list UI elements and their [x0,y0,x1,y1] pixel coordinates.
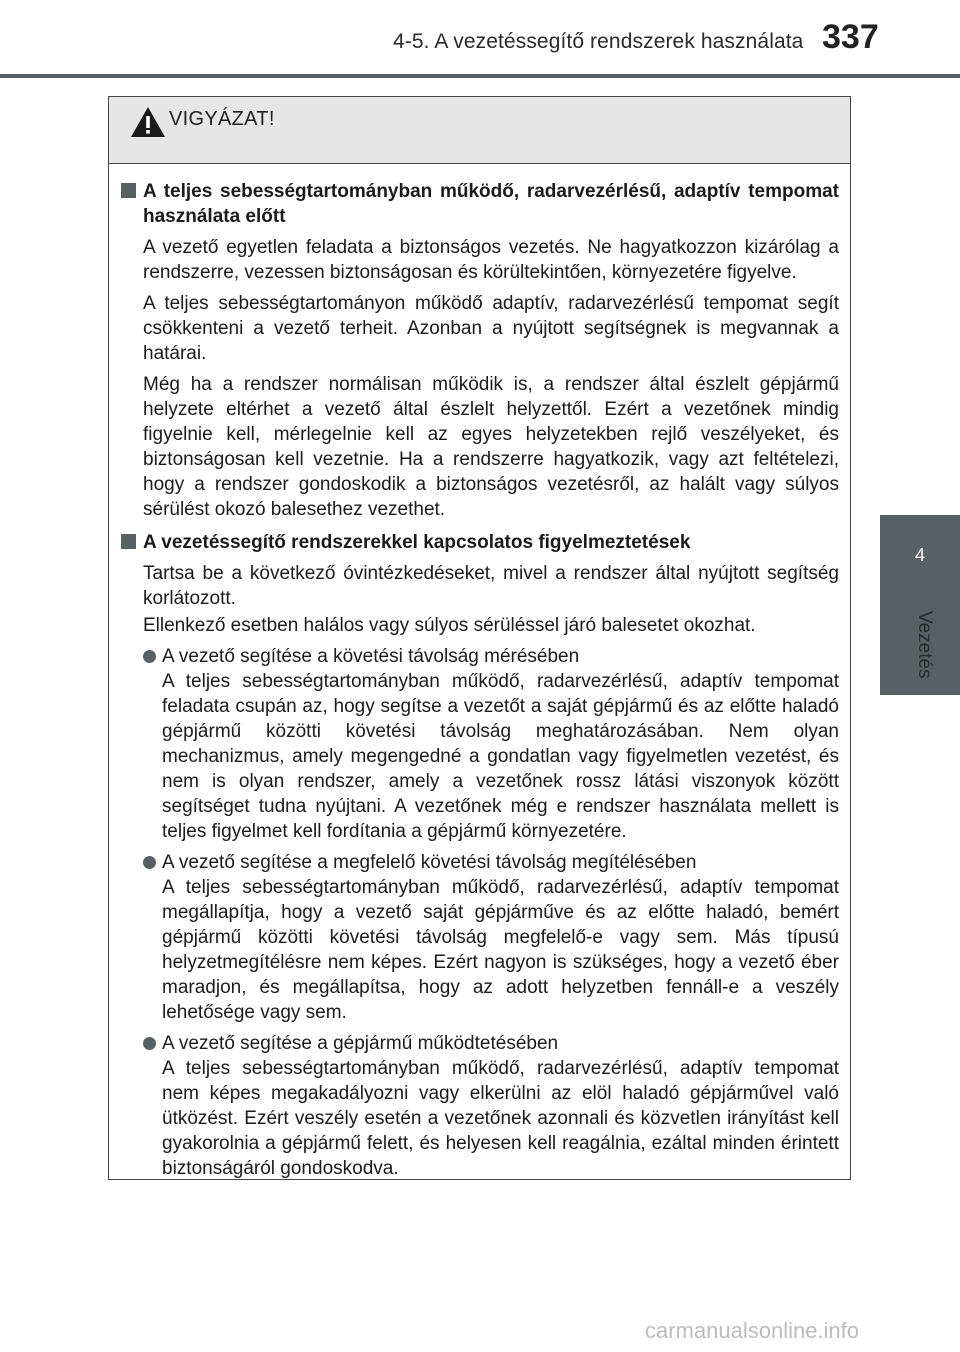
bullet-body: A teljes sebességtartományban működő, radarvezérlésű, adaptív tempomat feladata csupán az, hogy segítse a vezetőt a saját gépjármű és az előtte haladó gépjármű közötti követési távolság meghatározásában. Nem olyan mechanizmus, amely megengedné a gondatlan vagy figyelmetlen vezetést, és nem is olyan rendszer, amely a vezetőnek rossz látási viszonyok között segítséget tudna nyújtani. A vezetőnek még e rendszer használata mellett is teljes figyelmet kell fordítania a gépjármű környezetére. [162,671,839,842]
warning-triangle-icon [129,105,167,139]
round-bullet-icon [143,856,156,869]
paragraph: Ellenkező esetben halálos vagy súlyos sérüléssel járó balesetet okozhat. [143,615,756,636]
list-item [121,644,839,844]
paragraph: A vezető egyetlen feladata a biztonságos vezetés. Ne hagyatkozzon kizárólag a rendszerre, vezessen biztonságosan és körültekintően, környezetére figyelve. [143,237,839,283]
header-rule [0,74,960,78]
round-bullet-icon [143,1037,156,1050]
bullet-head-text: A vezető segítése a követési távolság mérésében [162,646,580,667]
warning-box [108,96,851,1180]
chapter-side-label: Vezetés [914,611,935,679]
bullet-head [143,644,839,669]
paragraph: Tartsa be a következő óvintézkedéseket, mivel a rendszer által nyújtott segítség korlátozott. [143,563,839,609]
list-item [121,1031,839,1181]
chapter-heading: 4-5. A vezetéssegítő rendszerek használata [393,30,804,53]
section-title-text: A vezetéssegítő rendszerekkel kapcsolatos figyelmeztetések [143,532,691,553]
list-item [121,850,839,1025]
bullet-head-text: A vezető segítése a megfelelő követési távolság megítélésében [162,852,697,873]
paragraph: Még ha a rendszer normálisan működik is, a rendszer által észlelt gépjármű helyzete eltérhet a vezető által észlelt helyzettől. Ezért a vezetőnek mindig figyelnie kell, mérlegelnie kell az egyes helyzetekben rejlő veszélyeket, és biztonságosan kell vezetnie. Ha a rendszerre hagyatkozik, vagy azt feltételezi, hogy a rendszer gondoskodik a biztonságos vezetésről, az halált vagy súlyos sérülést okozó balesethez vezethet. [143,374,839,520]
square-bullet-icon [121,183,136,198]
section-title [121,530,839,555]
bullet-head [143,850,839,875]
page-number: 337 [822,18,879,56]
section-title-text: A teljes sebességtartományban működő, radarvezérlésű, adaptív tempomat használata előtt [143,181,839,227]
bullet-body: A teljes sebességtartományban működő, radarvezérlésű, adaptív tempomat megállapítja, hogy a vezető saját gépjárműve és az előtte haladó, bemért gépjármű közötti követési távolság megfelelő-e vagy sem. Más típusú helyzetmegítélésre nem képes. Ezért nagyon is szükséges, hogy a vezető éber maradjon, és megállapítsa, hogy az adott helyzetben fennáll-e a veszély lehetősége vagy sem. [162,877,839,1023]
round-bullet-icon [143,650,156,663]
bullet-body: A teljes sebességtartományban működő, radarvezérlésű, adaptív tempomat nem képes megakadályozni vagy elkerülni az elöl haladó gépjárművel való ütközést. Ezért veszély esetén a vezetőnek azonnali és közvetlen irányítást kell gyakorolnia a gépjármű felett, és helyesen kell reagálnia, ezáltal minden érintett biztonságáról gondoskodva. [162,1058,839,1179]
bullet-head-text: A vezető segítése a gépjármű működtetésében [162,1033,559,1054]
square-bullet-icon [121,534,136,549]
warning-header [109,97,850,164]
bullet-head [143,1031,839,1056]
warning-title: VIGYÁZAT! [169,108,275,130]
paragraph: A teljes sebességtartományon működő adaptív, radarvezérlésű tempomat segít csökkenteni a vezető terheit. Azonban a nyújtott segítségnek is megvannak a határai. [143,293,839,364]
chapter-number: 4 [914,545,925,565]
page-header [0,0,960,80]
section-title [121,179,839,229]
warning-content [121,179,839,1181]
watermark: carmanualsonline.info [645,1318,860,1343]
